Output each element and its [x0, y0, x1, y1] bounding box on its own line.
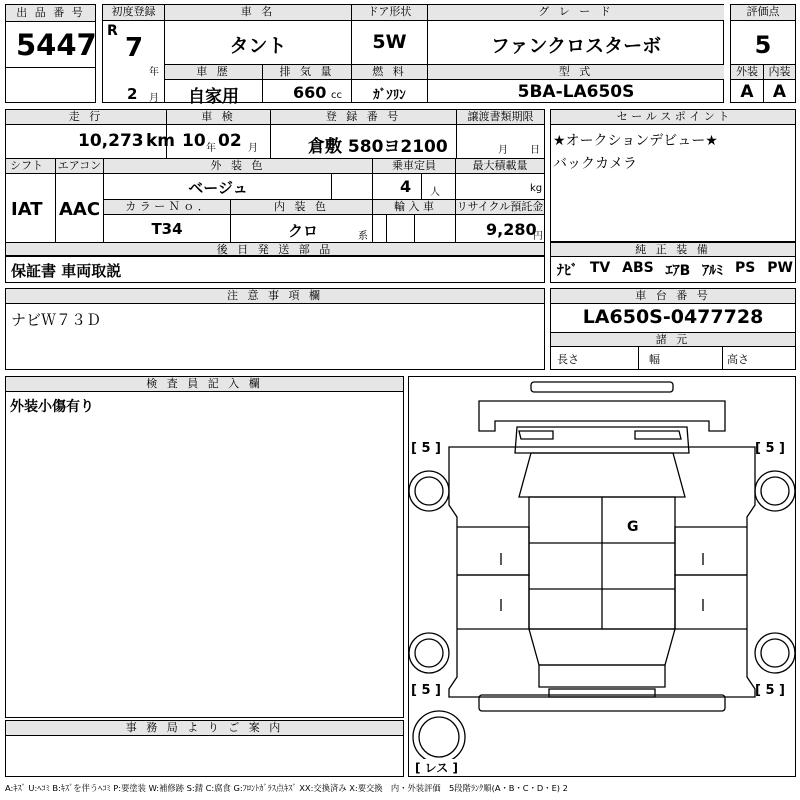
- car-name-value: タント: [229, 35, 287, 57]
- specs-label: 諸 元: [551, 333, 795, 347]
- displacement-label: 排 気 量: [263, 65, 351, 80]
- chassis-value: LA650S-0477728: [582, 306, 764, 328]
- sales-point-line-2: バックカメラ: [553, 156, 637, 172]
- history-label: 車 歴: [165, 65, 262, 80]
- plate-label: 登 録 番 号: [271, 110, 456, 125]
- spec-height: 高さ: [727, 353, 749, 366]
- int-color-value: クロ: [288, 222, 319, 240]
- mark-rear-right: [ 5 ]: [755, 683, 785, 698]
- equipment-item: ｴｱB: [665, 263, 691, 279]
- grade-value: ファンクロスターボ: [490, 35, 662, 57]
- recycle-unit: 円: [533, 231, 543, 242]
- aircon-value: AAC: [59, 199, 101, 220]
- chassis-box: [550, 288, 796, 370]
- car-name-label: 車 名: [165, 5, 351, 21]
- door-label: ドア形状: [352, 5, 427, 21]
- car-outline-diagram: [409, 377, 795, 776]
- notes-value: ナビＷ７３Ｄ: [11, 311, 102, 329]
- capacity-value: 4: [400, 177, 412, 196]
- ext-color-label: 外 装 色: [104, 159, 372, 174]
- shift-label: シフト: [6, 159, 55, 174]
- header-block: [102, 4, 724, 107]
- inspection-label: 車 検: [167, 110, 270, 125]
- exterior-grade-value: A: [740, 82, 754, 102]
- score-box: [730, 4, 796, 103]
- transfer-day-unit: 日: [530, 145, 540, 156]
- exterior-grade-label: 外装: [731, 65, 763, 80]
- model-label: 型 式: [428, 65, 724, 80]
- glass-damage-mark: G: [627, 519, 639, 535]
- spec-width: 幅: [649, 353, 660, 366]
- vehicle-details-block: [5, 109, 545, 257]
- fuel-value: ｶﾞｿﾘﾝ: [373, 88, 406, 103]
- int-color-label: 内 装 色: [231, 200, 372, 215]
- interior-grade-value: A: [772, 82, 787, 102]
- capacity-label: 乗車定員: [373, 159, 455, 174]
- recycle-label: リサイクル預託金: [456, 200, 544, 213]
- int-color-unit: 系: [358, 231, 368, 242]
- mileage-label: 走 行: [6, 110, 166, 125]
- equipment-list: [557, 260, 793, 280]
- displacement-value: 660: [293, 83, 327, 102]
- first-reg-era: R: [107, 23, 118, 39]
- capacity-unit: 人: [430, 187, 440, 198]
- office-box: [5, 720, 404, 777]
- equipment-item: TV: [589, 260, 611, 276]
- later-parts-value: 保証書 車両取説: [11, 262, 122, 280]
- transfer-label: 譲渡書類期限: [457, 110, 544, 125]
- inspection-month-unit: 月: [248, 143, 258, 154]
- mark-front-left: [ 5 ]: [411, 441, 441, 456]
- grade-label: グ レ ー ド: [428, 5, 724, 21]
- recycle-value: 9,280: [486, 220, 537, 239]
- interior-grade-label: 内装: [764, 65, 795, 80]
- lot-number: 5447: [16, 28, 97, 62]
- equipment-item: PW: [767, 260, 793, 276]
- equipment-item: ｱﾙﾐ: [702, 263, 724, 279]
- notes-label: 注 意 事 項 欄: [6, 289, 544, 304]
- inspector-value: 外装小傷有り: [10, 399, 94, 415]
- displacement-unit: cc: [331, 90, 342, 101]
- first-reg-year-unit: 年: [149, 67, 159, 78]
- model-value: 5BA-LA650S: [517, 82, 635, 102]
- transfer-month-unit: 月: [498, 145, 508, 156]
- equipment-item: ABS: [622, 260, 654, 276]
- fuel-label: 燃 料: [352, 65, 427, 80]
- later-parts-label: 後 日 発 送 部 品: [6, 243, 544, 256]
- equipment-item: ﾅﾋﾞ: [557, 263, 578, 279]
- inspector-label: 検 査 員 記 入 欄: [6, 377, 403, 392]
- office-label: 事 務 局 よ り ご 案 内: [6, 721, 403, 736]
- score-label: 評価点: [731, 5, 795, 21]
- spare-tire-mark: [ レス ]: [415, 761, 458, 775]
- color-no-value: T34: [151, 220, 183, 238]
- import-label: 輸 入 車: [373, 200, 455, 215]
- inspector-box: [5, 376, 404, 718]
- inspection-month: 02: [218, 131, 242, 151]
- history-value: 自家用: [188, 87, 239, 107]
- plate-value: 倉敷 580ヨ2100: [308, 137, 448, 157]
- mileage-unit: km: [146, 131, 176, 151]
- aircon-label: エアコン: [57, 159, 102, 172]
- equipment-label: 純 正 装 備: [551, 243, 795, 257]
- lot-box: [5, 4, 96, 103]
- sales-point-box: [550, 109, 796, 242]
- chassis-label: 車 台 番 号: [551, 289, 795, 304]
- shift-value: IAT: [11, 199, 43, 220]
- first-reg-month-unit: 月: [149, 93, 159, 104]
- color-no-label: カ ラ ー Ｎ ｏ ．: [104, 200, 230, 215]
- max-load-unit: kg: [530, 183, 543, 194]
- ext-color-value: ベージュ: [188, 179, 248, 197]
- damage-diagram: [408, 376, 796, 777]
- score-value: 5: [754, 31, 772, 59]
- inspection-year-unit: 年: [206, 143, 216, 154]
- first-reg-year: 7: [125, 33, 144, 63]
- equipment-box: [550, 242, 796, 283]
- notes-box: [5, 288, 545, 370]
- sales-point-line-1: ★オークションデビュー★: [553, 133, 718, 149]
- door-value: 5W: [372, 31, 407, 53]
- equipment-item: PS: [735, 260, 756, 276]
- mark-rear-left: [ 5 ]: [411, 683, 441, 698]
- max-load-label: 最大積載量: [456, 159, 544, 174]
- sales-point-label: セ ー ル ス ポ イ ン ト: [551, 110, 795, 125]
- first-reg-month: 2: [127, 85, 138, 103]
- inspection-year: 10: [182, 131, 206, 151]
- first-reg-label: 初度登録: [103, 5, 164, 21]
- mark-front-right: [ 5 ]: [755, 441, 785, 456]
- lot-label: 出 品 番 号: [6, 5, 95, 22]
- spec-length: 長さ: [557, 353, 579, 366]
- legend-text: A:ｷｽﾞ U:ﾍｺﾐ B:ｷｽﾞを伴うﾍｺﾐ P:要塗装 W:補修跡 S:錆 C:腐食 G:ﾌﾛﾝﾄｶﾞﾗｽ点ｷｽﾞ XX:交換済み X:要交換 内・外装評価 5段階ﾗﾝｸ順(A・B・C・D・E) 2: [5, 783, 568, 793]
- later-parts-box: [5, 255, 545, 283]
- mileage-value: 10,273: [78, 131, 144, 151]
